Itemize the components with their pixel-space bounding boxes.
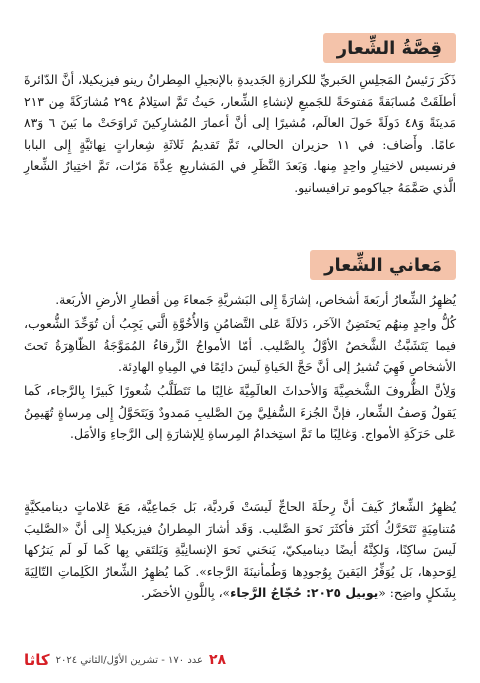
paragraph-anchor-hope: وَلِأنَّ الظُّروفَ الشَّخصِيَّةَ وَالأحداثَ العالَمِيَّةَ غالِبًا ما تَتَطَلَّبُ شُعورًا كَبيرًا بِالرَّجاء، كَما يَقولُ وَصفُ الشِّعار، فإنَّ الجُزءَ السُّفلِيَّ مِنَ الصَّليبِ مَمدودٌ وَيَتَحَوَّلُ إِلى مِرساةٍ تُهَيمِنُ عَلى حَرَكَةِ الأمواج. وَغالِبًا ما تَمَّ استِخدامُ المِرساةِ لِلإشارَةِ إلى الرَّجاءِ وَالأمَل.: [24, 384, 456, 441]
section-heading-text: قِصَّةُ الشِّعار: [336, 37, 442, 59]
page-number: ٢٨: [209, 652, 227, 668]
paragraph-four-persons: يُظهِرُ الشِّعارُ أربَعةَ أشخاص، إشارَةً إِلى البَشريَّةِ جَمعاءَ مِن أقطارِ الأرضِ الأربَعة.: [55, 293, 456, 307]
issue-info: عدد ١٧٠ - تشرين الأوّل/الثاني ٢٠٢٤: [55, 654, 203, 666]
jubilee-motto: يوبيل ٢٠٢٥: حُجّاجُ الرَّجاء: [230, 586, 379, 600]
page-footer: [24, 651, 226, 669]
magazine-brand-logo: كاثا: [24, 651, 50, 669]
paragraph-embrace-and-waves: كُلُّ واحِدٍ مِنهُم يَحتَضِنُ الآخَر، دَلالَةً عَلى التَّضامُنِ وَالأُخُوَّةِ الَّتي يَجِبُ أن تُوَحِّدَ الشُّعوب، فيما يَتَشَبَّثُ الشَّخصُ الأوَّلُ بِالصَّليب. أمّا الأمواجُ الزَّرقاءُ المُمَوَّجَةُ الظّاهِرَةُ تَحتَ الأشخاصِ فَهِيَ تُشيرُ إلى أنَّ حَجَّ الحَياةِ لَيسَ دائِمًا في المِياهِ الهادِئة.: [24, 317, 456, 374]
paragraph-logo-story: ذَكَرَ رَئيسُ المَجلِسِ الحَبريِّ للكرازةِ الجَديدةِ بالإنجيلِ المِطرانُ رينو فيزيكيلا، أنَّ الدّائرةَ أطلَقَتْ مُسابَقةً مَفتوحَةً للجَميعِ لإنشاءِ الشِّعار، حَيثُ تَمَّ استِلامُ ٢٩٤ مُشارَكَةً مِن ٢١٣ مَدينَةً وَ٤٨ دَولَةً حَولَ العالَم، مُشيرًا إلى أنَّ أعمارَ المُشارِكينَ تَراوَحَتْ ما بَينَ ٦ وَ٨٣ عامًا. وأَضاف: في ١١ حزيران الحالي، تَمَّ تَقديمُ ثَلاثَةِ شِعاراتٍ نِهائيَّةٍ إِلى البابا فرنسيس لاختِيارِ واحِدٍ مِنها. وَبَعدَ النَّظَرِ في المَشاريعِ عِدَّةَ مَرّات، تَمَّ اختِيارُ الشِّعارِ الَّذي صَمَّمَهُ جياكومو ترافيسانيو.: [24, 73, 456, 195]
section-heading-logo-meanings: [310, 250, 456, 280]
paragraph-text: »، بِاللَّونِ الأخضَر.: [141, 586, 231, 600]
section-heading-text: مَعاني الشِّعار: [324, 254, 442, 276]
paragraph-pilgrimage-community: [24, 497, 456, 605]
paragraph-text: يُظهِرُ الشِّعارُ كَيفَ أنَّ رِحلَةَ الحاجِّ لَيسَتْ فَرديَّة، بَل جَماعِيَّة، مَعَ عَلاماتٍ ديناميكيَّةٍ مُتنامِيَةٍ تَتَحَرَّكُ أكثَرَ فأكثَرَ نَحوَ الصَّليب. وَقَد أشارَ المِطرانُ فيزيكيلا إِلى أنَّ «الصَّليبَ لَيسَ ساكِنًا، وَلكِنَّهُ أيضًا ديناميكيّ، يَنحَني نَحوَ الإنسانِيَّةِ وَيَلتَقي بِها كَما لَو لَم يَترُكها لِوَحدِها، بَل يُوَفِّرُ اليَقينَ بِوُجودِها وَطُمأنينَةَ الرَّجاء». كَما يُظهِرُ الشِّعارُ الكَلِماتِ التّالِيَةَ بِشَكلٍ واضِح: «: [24, 500, 456, 600]
section-heading-logo-story: [323, 33, 456, 63]
